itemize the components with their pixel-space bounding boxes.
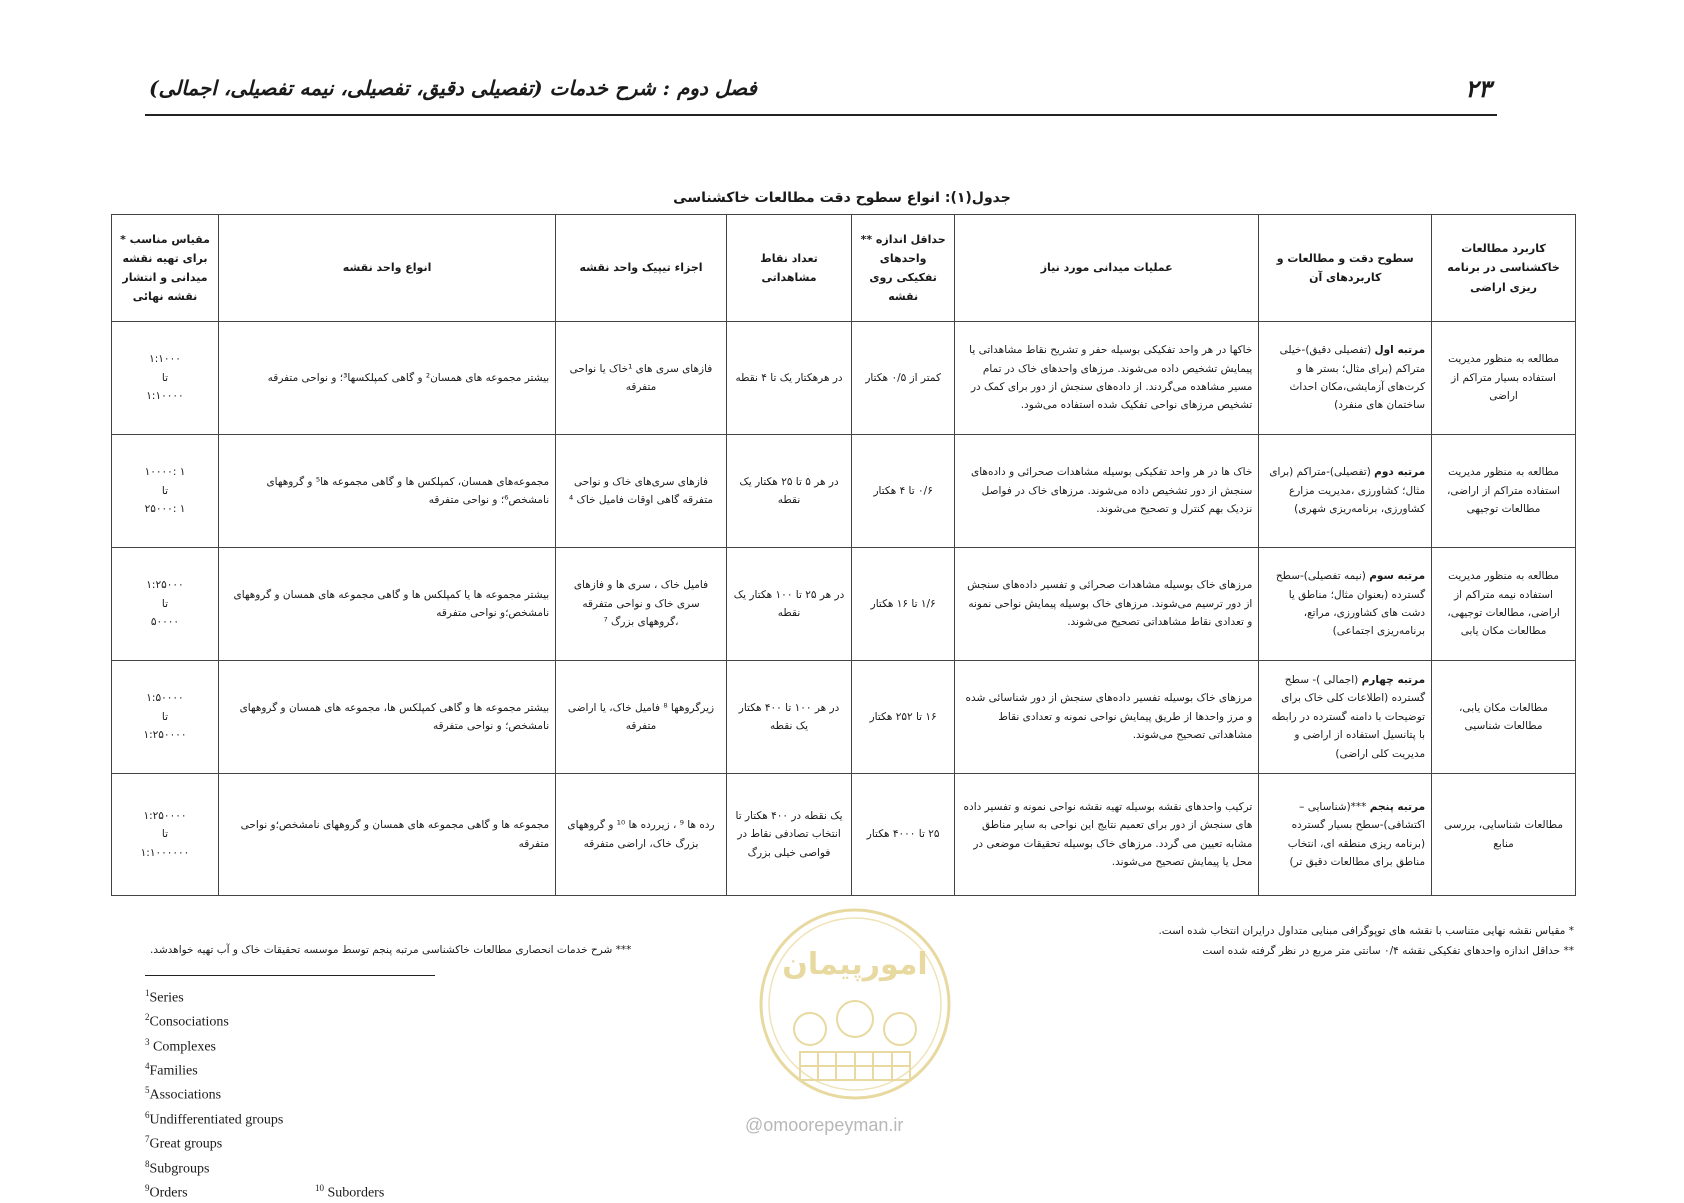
cell-map-scale: ۱:۲۵۰۰۰ تا ۵۰۰۰۰ [112,548,219,661]
cell-accuracy-level [1259,548,1432,661]
level-title: مرتبه دوم [1374,466,1426,479]
note-map-scale: * مقیاس نقشه نهایی متناسب با نقشه های توپوگرافی مبنایی متداول درایران انتخاب شده است. [1158,925,1574,937]
header-typical-components: اجزاء تیپیک واحد نقشه [556,215,727,322]
header-min-unit-size: حداقل اندازه ** واحدهای تفکیکی روی نقشه [852,215,955,322]
header-map-unit-types: انواع واحد نقشه [218,215,555,322]
page-header [145,70,1497,116]
cell-typical-components: فازهای سری های ¹خاک یا نواحی متفرقه [556,322,727,435]
table-caption: جدول(۱): انواع سطوح دقت مطالعات خاکشناسی [673,190,1011,206]
chapter-title: فصل دوم : شرح خدمات (تفصیلی دقیق، تفصیلی، نیمه تفصیلی، اجمالی) [149,76,757,100]
cell-observation-points: یک نقطه در ۴۰۰ هکتار تا انتخاب تصادفی نقاط در فواصی خیلی بزرگ [726,774,851,896]
cell-field-operations: ترکیب واحدهای نقشه بوسیله تهیه نقشه نواحی نمونه و تفسیر داده های سنجش از دور برای تعمیم نتایج این نواحی به سایر مناطق مشابه تعیین می گردد. مرزهای خاک بوسیله تحقیقات موضعی در محل یا پیمایش تصحیح می‌شوند. [955,774,1259,896]
cell-typical-components: زیرگروهها ⁸ فامیل خاک، یا اراضی متفرقه [556,661,727,774]
header-map-scale: مقیاس مناسب * برای تهیه نقشه میدانی و انتشار نقشه نهائی [112,215,219,322]
footnote: $^9$Orders $^{10}$ Suborders [145,1179,283,1203]
note-min-unit-size: ** حداقل اندازه واحدهای تفکیکی نقشه ۰/۴ سانتی متر مربع در نظر گرفته شده است [1202,944,1574,957]
footnote: $^4$Families [145,1061,198,1079]
cell-accuracy-level [1259,661,1432,774]
page-number: ۲۳ [1465,74,1491,103]
level-title: مرتبه سوم [1369,570,1426,583]
cell-min-unit-size: ۲۵ تا ۴۰۰۰ هکتار [852,774,955,896]
cell-field-operations: مرزهای خاک بوسیله مشاهدات صحرائی و تفسیر داده‌های سنجش از دور ترسیم می‌شوند. مرزهای خاک بوسیله پیمایش نواحی نمونه و تعدادی نقاط مشاهداتی تصحیح می‌شوند. [955,548,1259,661]
cell-observation-points: در هرهکتار یک تا ۴ نقطه [726,322,851,435]
footnote: $^8$Subgroups [145,1158,210,1177]
header-usage: کاربرد مطالعات خاکشناسی در برنامه ریزی اراضی [1432,215,1576,322]
cell-field-operations: خاکها در هر واحد تفکیکی بوسیله حفر و تشریح نقاط مشاهداتی یا پیمایش تشخیص داده می‌شوند. مرزهای واحدهای خاک در تمام مسیر مشاهده می‌گردند. از داده‌های سنجش از دور برای کمک در تشخیص مرزهای نواحی تفکیک شده استفاده می‌شود. [955,322,1259,435]
cell-map-unit-types: بیشتر مجموعه های همسان² و گاهی کمپلکسها³؛ و نواحی متفرقه [218,322,555,435]
cell-map-scale: ۱:۲۵۰۰۰۰ تا ۱:۱۰۰۰۰۰۰ [112,774,219,896]
cell-field-operations: خاک ها در هر واحد تفکیکی بوسیله مشاهدات صحرائی و داده‌های سنجش از دور تشخیص داده می‌شوند. مرزهای خاک در فواصل نزدیک بهم کنترل و تصحیح می‌شوند. [955,435,1259,548]
footnote: $^5$Associations [145,1085,222,1104]
cell-accuracy-level [1259,322,1432,435]
cell-map-unit-types: بیشتر مجموعه ها و گاهی کمپلکس ها، مجموعه های همسان و گروههای نامشخص؛ و نواحی متفرقه [218,661,555,774]
footnote: $^3$ Complexes [145,1036,216,1055]
stamp-text: امورپیمان [782,947,928,982]
footnote: $^2$Consociations [145,1012,229,1031]
footnotes [145,984,385,1203]
level-title: مرتبه اول [1374,344,1426,357]
cell-typical-components: رده ها ⁹ ، زیررده ها ¹⁰ و گروههای بزرگ خاک، اراضی متفرقه [556,774,727,896]
watermark-stamp [755,904,955,1104]
cell-observation-points: در هر ۱۰۰ تا ۴۰۰ هکتار یک نقطه [726,661,851,774]
cell-map-scale: ۱ :۱۰۰۰۰ تا ۱ :۲۵۰۰۰ [112,435,219,548]
level-title: مرتبه چهارم [1361,674,1426,687]
header-field-operations: عملیات میدانی مورد نیاز [955,215,1259,322]
level-description: (تفصیلی دقیق)-خیلی متراکم (برای مثال؛ بستر ها و کرت‌های آزمایشی،مکان احداث ساختمان های منفرد) [1279,344,1426,412]
header-observation-points: تعداد نقاط مشاهداتی [726,215,851,322]
cell-map-scale: ۱:۱۰۰۰ تا ۱:۱۰۰۰۰ [112,322,219,435]
cell-min-unit-size: ۰/۶ تا ۴ هکتار [852,435,955,548]
cell-map-unit-types: مجموعه‌های همسان، کمپلکس ها و گاهی مجموعه ها⁵ و گروههای نامشخص⁶؛ و نواحی متفرقه [218,435,555,548]
table-row [112,774,1576,896]
cell-usage: مطالعه به منظور مدیریت استفاده بسیار متراکم از اراضی [1432,322,1576,435]
cell-typical-components: فازهای سری‌های خاک و نواحی متفرقه گاهی اوقات فامیل خاک ⁴ [556,435,727,548]
cell-map-scale: ۱:۵۰۰۰۰ تا ۱:۲۵۰۰۰۰ [112,661,219,774]
note-level-five: *** شرح خدمات انحصاری مطالعات خاکشناسی مرتبه پنجم توسط موسسه تحقیقات خاک و آب تهیه خواهدشد. [150,944,632,956]
level-description: ***(شناسایی – اکتشافی)-سطح بسیار گسترده (برنامه ریزی منطقه ای، انتخاب مناطق برای مطالعات دقیق تر) [1287,800,1426,868]
cell-observation-points: در هر ۲۵ تا ۱۰۰ هکتار یک نقطه [726,548,851,661]
table-header-row [112,215,1576,322]
cell-map-unit-types: مجموعه ها و گاهی مجموعه های همسان و گروههای نامشخص؛و نواحی متفرقه [218,774,555,896]
footnote: $^6$Undifferentiated groups [145,1109,284,1128]
cell-map-unit-types: بیشتر مجموعه ها یا کمپلکس ها و گاهی مجموعه های همسان و گروههای نامشخص؛و نواحی متفرقه [218,548,555,661]
cell-field-operations: مرزهای خاک بوسیله تفسیر داده‌های سنجش از دور شناسائی شده و مرز واحدها از طریق پیمایش نواحی نمونه و تعدادی نقاط مشاهداتی تصحیح می‌شوند. [955,661,1259,774]
table-notes [1158,922,1574,962]
footnote: $^7$Great groups [145,1134,223,1152]
cell-usage: مطالعات شناسایی، بررسی منابع [1432,774,1576,896]
level-title: مرتبه پنجم [1369,800,1426,813]
table-row [112,548,1576,661]
cell-accuracy-level [1259,435,1432,548]
cell-min-unit-size: کمتر از ۰/۵ هکتار [852,322,955,435]
cell-usage: مطالعه به منظور مدیریت استفاده متراکم از اراضی، مطالعات توجیهی [1432,435,1576,548]
level-description: (اجمالی )- سطح گسترده (اطلاعات کلی خاک برای توضیحات با دامنه گسترده در رابطه با پتانسیل استفاده از اراضی و مدیریت کلی اراضی) [1271,674,1426,760]
footnote: $^1$Series [145,988,184,1006]
header-accuracy-level: سطوح دقت و مطالعات و کاربردهای آن [1259,215,1432,322]
cell-usage: مطالعه به منظور مدیریت استفاده نیمه متراکم از اراضی، مطالعات توجیهی، مطالعات مکان یابی [1432,548,1576,661]
footnote: $^{10}$ Suborders [315,1182,385,1201]
cell-accuracy-level [1259,774,1432,896]
level-description: (نیمه تفصیلی)-سطح گسترده (بعنوان مثال؛ مناطق یا دشت های کشاورزی، مراتع، برنامه‌ریزی اجتماعی) [1275,570,1426,638]
table-row [112,435,1576,548]
cell-typical-components: فامیل خاک ، سری ها و فازهای سری خاک و نواحی متفرقه ،گروههای بزرگ ⁷ [556,548,727,661]
cell-usage: مطالعات مکان یابی، مطالعات شناسیی [1432,661,1576,774]
cell-observation-points: در هر ۵ تا ۲۵ هکتار یک نقطه [726,435,851,548]
cell-min-unit-size: ۱۶ تا ۲۵۲ هکتار [852,661,955,774]
table-row [112,661,1576,774]
footnote-separator [145,975,435,976]
cell-min-unit-size: ۱/۶ تا ۱۶ هکتار [852,548,955,661]
soil-survey-levels-table [111,214,1576,896]
watermark-url: @omoorepeyman.ir [745,1115,904,1135]
table-row [112,322,1576,435]
level-description: (تفصیلی)-متراکم (برای مثال؛ کشاورزی ،مدیریت مزارع کشاورزی، برنامه‌ریزی شهری) [1269,466,1426,516]
